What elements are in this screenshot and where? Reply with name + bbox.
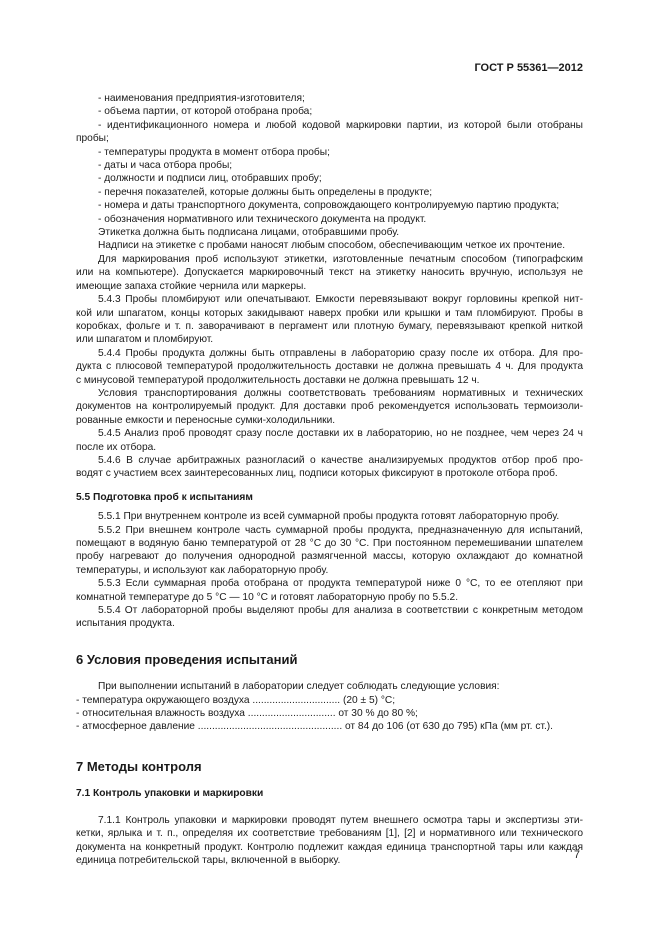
text-line: комнатной температуре до 5 °С — 10 °С и готовят лабораторную пробу по 5.5.2. (76, 591, 459, 603)
text-line: 5.4.6 В случае арбитражных разногласий о качестве анализируемых продуктов отбор проб про- (98, 454, 583, 466)
text-line: 5.5.2 При внешнем контроле часть суммарной пробы продукта, предназначенную для испытаний, (98, 524, 583, 536)
condition-item: - температура окружающего воздуха ............................... (20 ± 5) °С; (76, 694, 396, 706)
list-item: - наименования предприятия-изготовителя; (98, 93, 305, 104)
paragraph-5-5-2 (76, 524, 583, 578)
document-code: ГОСТ Р 55361—2012 (474, 62, 583, 74)
page-number: 7 (573, 849, 580, 861)
text-line: помещают в водяную баню температурой от 28 °С до 30 °С. При постоянном перемешивании шпателем (76, 538, 583, 549)
paragraph-5-5-4 (76, 604, 583, 631)
list-item: - объема партии, от которой отобрана проба; (98, 106, 313, 118)
text-line: кетки, ярлыка и т. п., определяя их соответствие требованиям [1], [2] и нормативного или технического (76, 828, 583, 840)
list-item: - даты и часа отбора пробы; (98, 160, 233, 172)
paragraph-5-4-6 (76, 454, 583, 481)
text-line: после их отбора. (76, 441, 157, 453)
text-line: пробу нагревают до получения однородной размягченной массы, которую охлаждают до комнатной (76, 551, 583, 563)
condition-item: - относительная влажность воздуха ............................... от 30 % до 80 %; (76, 708, 418, 720)
text-line: испытания продукта. (76, 618, 175, 630)
page-body (76, 92, 583, 867)
text-line: коробках, фольге и т. п. заворачивают в пергамент или плотную бумагу, перевязывают крепкой ниткой (76, 320, 583, 332)
text-line: 5.4.4 Пробы продукта должны быть отправлены в лабораторию сразу после их отбора. Для про- (98, 347, 583, 359)
paragraph (76, 387, 583, 427)
paragraph-5-4-5 (76, 427, 583, 454)
text-line: 7.1.1 Контроль упаковки и маркировки проводят путем внешнего осмотра тары и экспертизы эти- (98, 814, 583, 826)
text-line: водят с участием всех заинтересованных лиц, подписи которых фиксируют в протоколе отбора проб. (76, 468, 558, 480)
subsection-heading-5-5: 5.5 Подготовка проб к испытаниям (76, 491, 253, 503)
paragraph: Этикетка должна быть подписана лицами, отобравшими пробу. (98, 227, 400, 239)
text-line: с минусовой температурой продолжительность доставки не должна превышать 12 ч. (76, 374, 480, 386)
section-heading-7: 7 Методы контроля (76, 758, 202, 774)
text-line: температуры, и используют как лабораторную пробу. (76, 564, 329, 576)
text-line: кой или шпагатом, концы которых закидывают наверх пробки или крышки и там пломбируют. Пробы в (76, 307, 583, 319)
paragraph-5-5-3 (76, 577, 583, 604)
list-item: - температуры продукта в момент отбора пробы; (98, 146, 330, 158)
text-line: документа на конкретный продукт. Контролю подлежит каждая единица транспортной тары или каждая (76, 841, 583, 853)
text-line: рованные емкости и переносные сумки-холодильники. (76, 414, 336, 426)
paragraph-5-5-1: 5.5.1 При внутреннем контроле из всей суммарной пробы продукта готовят лабораторную пробу. (98, 511, 560, 523)
test-conditions (76, 680, 583, 734)
paragraph-7-1-1 (76, 814, 583, 868)
list-item: - перечня показателей, которые должны быть определены в продукте; (98, 186, 433, 198)
text-line: имеющие запаха стойкие чернила или маркеры. (76, 280, 307, 292)
paragraph (76, 253, 583, 293)
text-line: 5.4.3 Пробы пломбируют или опечатывают. Емкости перевязывают вокруг горловины крепкой нит- (98, 294, 583, 306)
list-item: - обозначения нормативного или технического документа на продукт. (98, 213, 427, 225)
list-item-continuation: пробы; (76, 133, 109, 145)
text-line: или шпагатом и пломбируют. (76, 334, 214, 346)
text-line: Для маркирования проб используют этикетки, изготовленные печатным способом (типографским (98, 253, 583, 265)
paragraph-5-4-4 (76, 347, 583, 387)
text-line: документов на контролируемый продукт. Для доставки проб рекомендуется использовать термоизоли- (76, 401, 583, 413)
list-item: - должности и подписи лиц, отобравших пробу; (98, 173, 322, 185)
subsection-heading-7-1: 7.1 Контроль упаковки и маркировки (76, 788, 264, 800)
text-line: или на компьютере). Допускается маркировочный текст на этикетку наносить вручную, используя не (76, 267, 583, 279)
text-line: При выполнении испытаний в лаборатории следует соблюдать следующие условия: (98, 681, 500, 693)
text-line: Условия транспортирования должны соответствовать требованиям нормативных и технических (98, 387, 583, 399)
label-list (76, 92, 583, 226)
list-item: - идентификационного номера и любой кодовой маркировки партии, из которой были отобраны (98, 119, 583, 131)
paragraph: Надписи на этикетке с пробами наносят любым способом, обеспечивающим четкое их прочтение. (98, 240, 566, 252)
section-heading-6: 6 Условия проведения испытаний (76, 651, 298, 667)
condition-item: - атмосферное давление ................................................... от 84 до 106 (от 630 до 795) кПа (мм рт. ст.). (76, 721, 554, 733)
text-line: 5.4.5 Анализ проб проводят сразу после доставки их в лабораторию, но не позднее, чем через 24 ч (98, 428, 583, 440)
text-line: 5.5.4 От лабораторной пробы выделяют пробы для анализа в соответствии с конкретным методом (98, 605, 583, 617)
text-line: дукта с плюсовой температурой продолжительность доставки не должна превышать 4 ч. Для продукта (76, 361, 583, 373)
text-line: 5.5.3 Если суммарная проба отобрана от продукта температурой ниже 0 °С, то ее отепляют при (98, 578, 583, 590)
list-item: - номера и даты транспортного документа, сопровождающего контролируемую партию продукта; (98, 200, 560, 212)
text-line: единица потребительской тары, включенной в выборку. (76, 854, 341, 866)
paragraph-5-4-3 (76, 293, 583, 347)
